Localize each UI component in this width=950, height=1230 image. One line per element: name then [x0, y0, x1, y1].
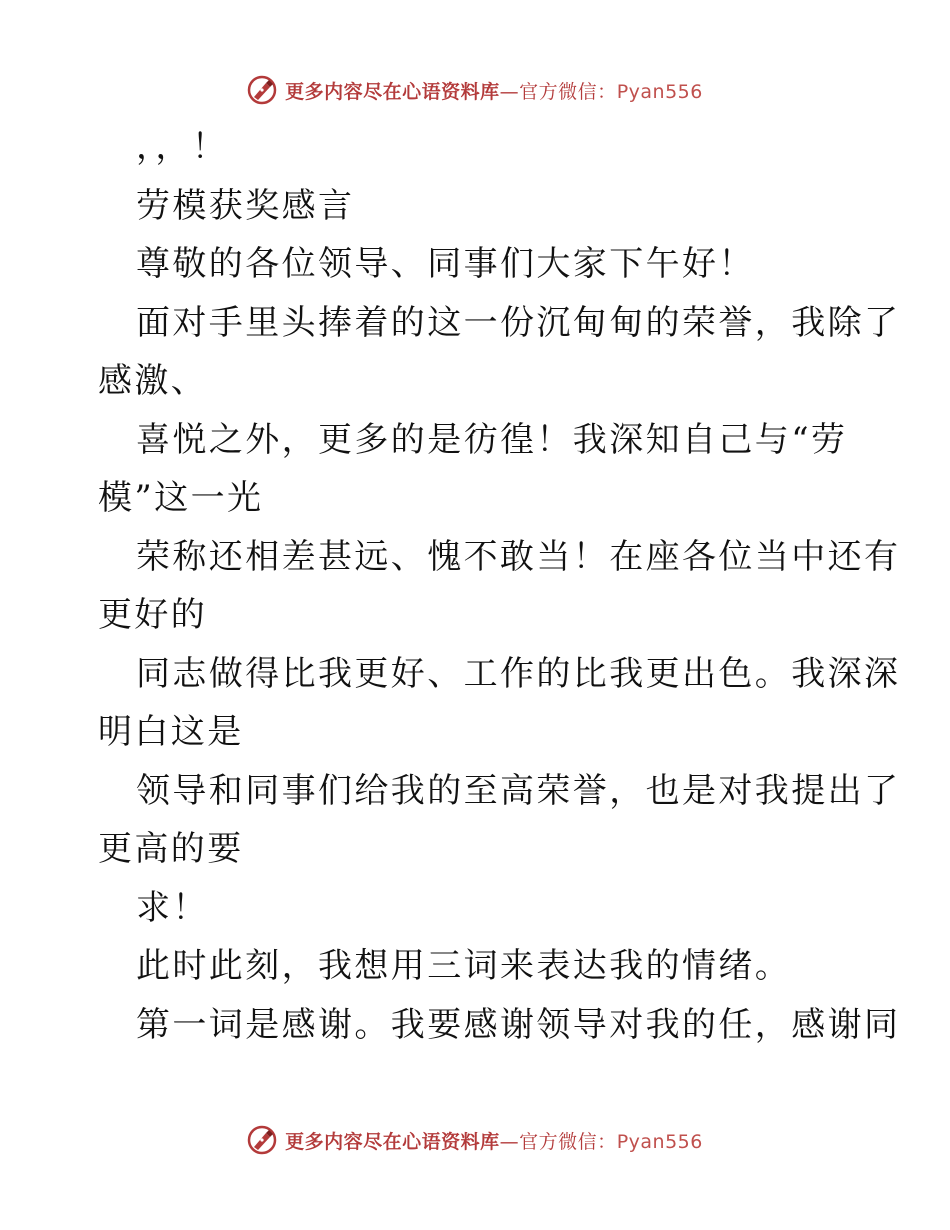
text-line: 劳模获奖感言 — [136, 185, 355, 226]
page-header-watermark — [0, 72, 950, 108]
text-line: 感激、 — [98, 361, 208, 401]
text-line: 模”这一光 — [98, 478, 264, 518]
watermark-wechat-id: Pyan556 — [616, 1130, 703, 1153]
watermark-site-text: 更多内容尽在心语资料库 — [285, 80, 500, 103]
text-line: 更高的要 — [98, 829, 244, 869]
text-line: 明白这是 — [98, 712, 244, 752]
watermark-text — [285, 77, 703, 104]
watermark-official-label: 官方微信： — [519, 80, 617, 103]
text-line: 此时此刻，我想用三词来表达我的情绪。 — [136, 946, 792, 986]
text-line: 第一词是感谢。我要感谢领导对我的任，感谢同 — [136, 1004, 901, 1045]
text-line: 更好的 — [98, 595, 208, 635]
text-line: 荣称还相差甚远、愧不敢当！在座各位当中还有 — [136, 536, 901, 577]
text-line: 同志做得比我更好、工作的比我更出色。我深深 — [136, 653, 901, 694]
watermark-text — [285, 1127, 703, 1154]
watermark-site-text: 更多内容尽在心语资料库 — [285, 1130, 500, 1153]
pen-logo-icon — [247, 1125, 277, 1155]
page-footer-watermark — [0, 1122, 950, 1158]
text-line: 求！ — [136, 887, 209, 928]
pen-logo-icon — [247, 75, 277, 105]
watermark-dash: — — [499, 1130, 520, 1153]
text-line: 面对手里头捧着的这一份沉甸甸的荣誉，我除了 — [136, 302, 901, 343]
watermark-wechat-id: Pyan556 — [616, 80, 703, 103]
text-line: 喜悦之外，更多的是彷徨！我深知自己与“劳 — [136, 419, 848, 460]
text-line: ，，！ — [136, 127, 229, 167]
document-body — [98, 118, 901, 1054]
text-line: 尊敬的各位领导、同事们大家下午好！ — [136, 244, 755, 284]
watermark-dash: — — [499, 80, 520, 103]
watermark-official-label: 官方微信： — [519, 1130, 617, 1153]
text-line: 领导和同事们给我的至高荣誉，也是对我提出了 — [136, 770, 901, 811]
